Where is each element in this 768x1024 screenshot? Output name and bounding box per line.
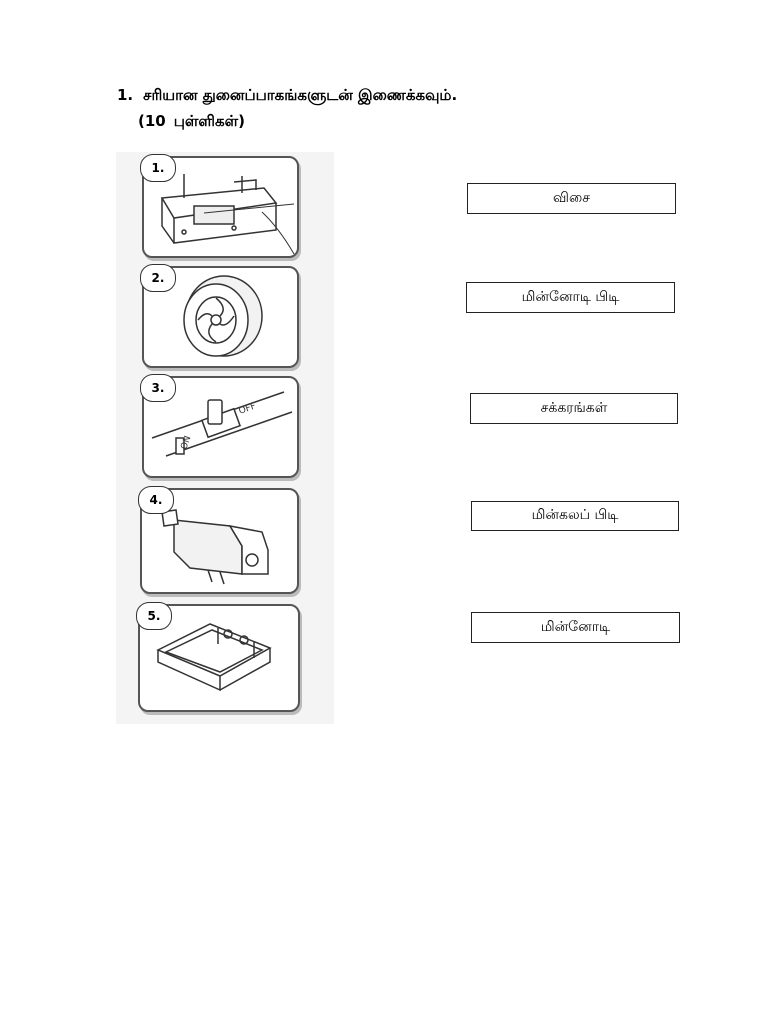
image-panel-4[interactable] [140,488,299,594]
question-title [117,86,457,106]
option-box-5[interactable]: மின்னோடி [471,612,680,643]
svg-text:ON: ON [179,434,194,452]
image-panel-2[interactable] [142,266,299,368]
option-box-2[interactable]: மின்னோடி பிடி [466,282,675,313]
image-number-3: 3. [140,374,176,402]
image-panel-1[interactable] [142,156,299,258]
option-box-3[interactable]: சக்கரங்கள் [470,393,678,424]
image-panel-5[interactable] [138,604,300,712]
svg-text:OFF: OFF [237,401,258,417]
image-number-2: 2. [140,264,176,292]
question-number: 1. [117,86,134,104]
points-value: (10 [138,112,166,130]
option-box-4[interactable]: மின்கலப் பிடி [471,501,679,531]
option-box-1[interactable]: விசை [467,183,676,214]
image-number-1: 1. [140,154,176,182]
image-number-4: 4. [138,486,174,514]
image-panel-3[interactable] [142,376,299,478]
question-points [138,112,245,132]
question-instruction: சரியான துனைப்பாகங்களுடன் இணைக்கவும். [143,86,458,104]
points-word: புள்ளிகள்) [173,112,245,130]
image-number-5: 5. [136,602,172,630]
